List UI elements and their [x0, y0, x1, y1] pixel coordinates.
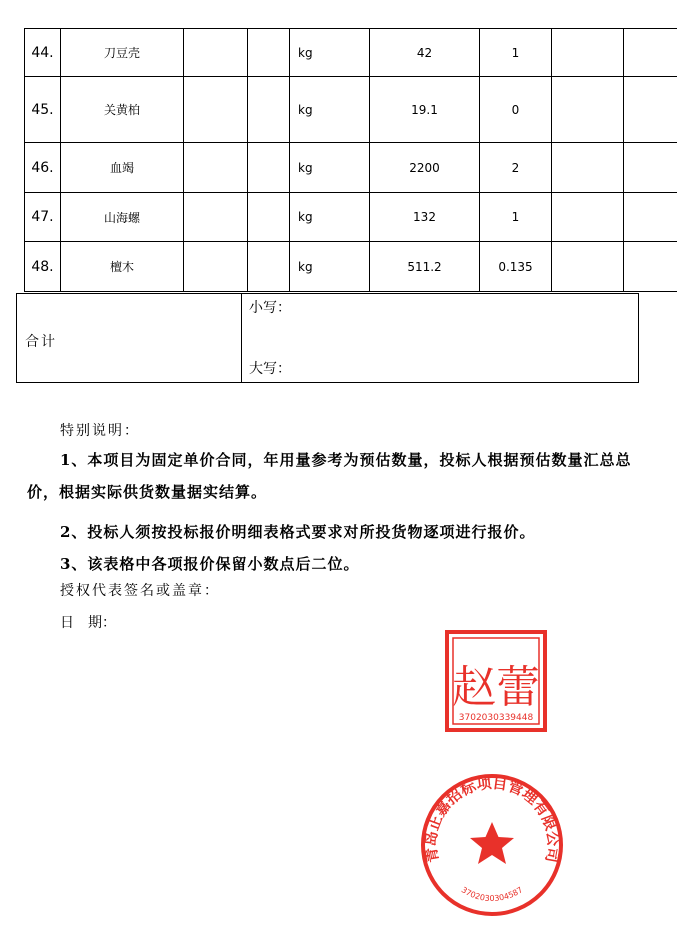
row-number: 44. [25, 29, 61, 77]
company-seal-name: 青岛正嘉招标项目管理有限公司 [421, 773, 563, 864]
item-name: 血竭 [61, 143, 184, 193]
blank-cell [624, 77, 677, 143]
item-name: 刀豆壳 [61, 29, 184, 77]
blank-cell [552, 77, 624, 143]
personal-seal [445, 630, 547, 732]
personal-seal-name: 赵蕾 [452, 662, 540, 713]
blank-cell [248, 193, 290, 242]
note-item-1: 1、本项目为固定单价合同，年用量参考为预估数量，投标人根据预估数量汇总总价，根据实际供货数量据实结算。 [27, 451, 632, 501]
blank-cell [248, 29, 290, 77]
company-seal [420, 773, 564, 917]
total-label: 合计 [25, 334, 57, 350]
quantity: 2 [480, 143, 552, 193]
spec-cell [184, 29, 248, 77]
blank-cell [624, 193, 677, 242]
date-label: 日 期： [60, 615, 116, 631]
price-detail-table [24, 28, 677, 292]
unit-price: 2200 [370, 143, 480, 193]
unit-cell: kg [290, 29, 370, 77]
table-row [25, 77, 677, 143]
item-name: 山海螺 [61, 193, 184, 242]
company-seal-code: 3702030304587 [459, 885, 525, 904]
quantity: 1 [480, 193, 552, 242]
unit-cell: kg [290, 242, 370, 292]
total-row [16, 293, 639, 383]
total-divider [241, 294, 242, 382]
spec-cell [184, 242, 248, 292]
blank-cell [624, 143, 677, 193]
unit-price: 132 [370, 193, 480, 242]
total-big-label: 大写： [249, 361, 291, 377]
note-item-2: 2、投标人须按投标报价明细表格式要求对所投货物逐项进行报价。 [60, 523, 536, 541]
unit-price: 42 [370, 29, 480, 77]
unit-cell: kg [290, 77, 370, 143]
blank-cell [624, 242, 677, 292]
note-item-3: 3、该表格中各项报价保留小数点后二位。 [60, 555, 360, 573]
row-number: 48. [25, 242, 61, 292]
blank-cell [552, 29, 624, 77]
table-row [25, 143, 677, 193]
quantity: 0.135 [480, 242, 552, 292]
table-row [25, 193, 677, 242]
table-row [25, 242, 677, 292]
blank-cell [552, 242, 624, 292]
row-number: 45. [25, 77, 61, 143]
row-number: 46. [25, 143, 61, 193]
blank-cell [552, 193, 624, 242]
blank-cell [248, 242, 290, 292]
spec-cell [184, 77, 248, 143]
spec-cell [184, 143, 248, 193]
unit-price: 511.2 [370, 242, 480, 292]
star-icon [470, 822, 514, 864]
item-name: 关黄柏 [61, 77, 184, 143]
table-row [25, 29, 677, 77]
blank-cell [248, 77, 290, 143]
quantity: 1 [480, 29, 552, 77]
blank-cell [552, 143, 624, 193]
row-number: 47. [25, 193, 61, 242]
spec-cell [184, 193, 248, 242]
item-name: 檀木 [61, 242, 184, 292]
unit-price: 19.1 [370, 77, 480, 143]
unit-cell: kg [290, 143, 370, 193]
notes-heading: 特别说明： [60, 423, 140, 439]
personal-seal-id: 3702030339448 [458, 713, 534, 723]
signature-label: 授权代表签名或盖章： [60, 583, 220, 599]
blank-cell [248, 143, 290, 193]
unit-cell: kg [290, 193, 370, 242]
blank-cell [624, 29, 677, 77]
total-small-label: 小写： [249, 300, 291, 316]
quantity: 0 [480, 77, 552, 143]
